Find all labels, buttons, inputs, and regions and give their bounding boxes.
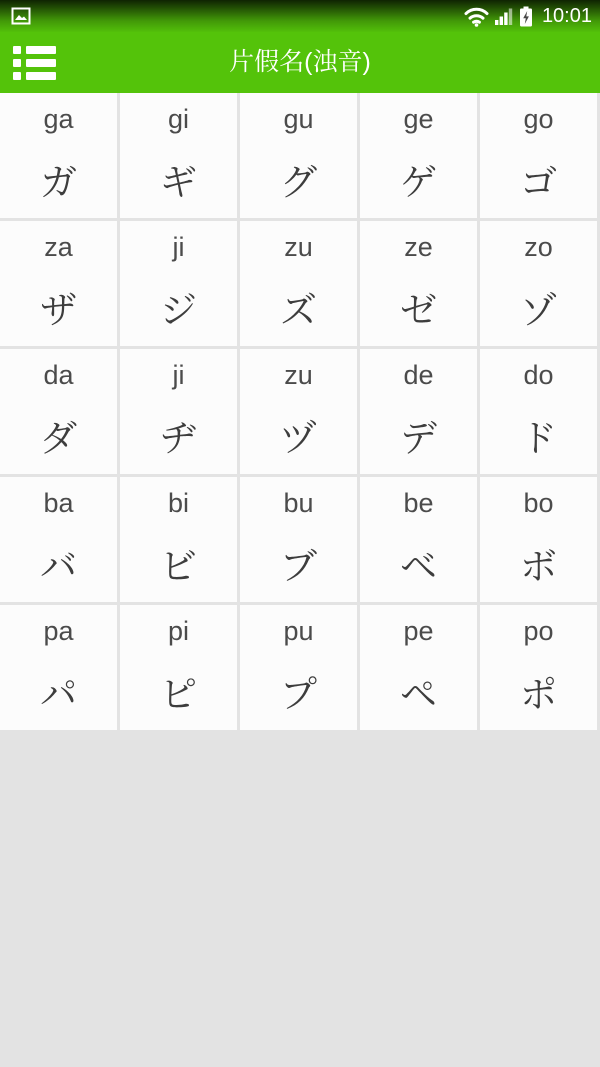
romaji-label: de <box>403 360 434 390</box>
status-bar-left <box>10 5 32 27</box>
kana-label: デ <box>400 418 437 459</box>
kana-cell-ji-2-1[interactable] <box>120 349 237 474</box>
romaji-label: pa <box>43 616 74 646</box>
kana-cell-ba-3-0[interactable] <box>0 477 117 602</box>
menu-button[interactable] <box>0 32 56 93</box>
kana-label: ヂ <box>160 418 197 459</box>
kana-label: ズ <box>280 290 317 331</box>
status-time: 10:01 <box>541 5 592 27</box>
romaji-label: gi <box>167 104 189 134</box>
kana-cell-pi-4-1[interactable] <box>120 605 237 730</box>
romaji-label: zu <box>284 232 313 262</box>
battery-charging-icon <box>519 6 533 27</box>
kana-label: ギ <box>160 162 197 203</box>
kana-label: ゴ <box>520 162 557 203</box>
kana-label: ボ <box>520 546 557 587</box>
romaji-label: be <box>403 488 434 518</box>
romaji-label: zo <box>524 232 553 262</box>
kana-cell-do-2-4[interactable] <box>480 349 597 474</box>
kana-cell-pu-4-2[interactable] <box>240 605 357 730</box>
kana-label: ダ <box>40 418 77 459</box>
empty-area <box>0 733 600 1067</box>
kana-cell-gu-0-2[interactable] <box>240 93 357 218</box>
app-bar <box>0 32 600 93</box>
kana-label: ヅ <box>280 418 317 459</box>
romaji-label: go <box>523 104 554 134</box>
kana-label: ド <box>520 418 557 459</box>
kana-label: ゼ <box>400 290 437 331</box>
kana-label: パ <box>40 674 77 715</box>
romaji-label: po <box>523 616 554 646</box>
romaji-label: bo <box>523 488 554 518</box>
kana-label: ベ <box>400 546 437 587</box>
kana-cell-zu-2-2[interactable] <box>240 349 357 474</box>
kana-cell-be-3-3[interactable] <box>360 477 477 602</box>
cell-signal-icon <box>495 6 514 26</box>
romaji-label: ji <box>172 360 185 390</box>
kana-cell-po-4-4[interactable] <box>480 605 597 730</box>
kana-label: ゾ <box>520 290 557 331</box>
kana-label: ペ <box>400 674 437 715</box>
list-menu-icon <box>13 46 56 80</box>
page-title: 片假名(浊音) <box>229 48 371 76</box>
kana-cell-ji-1-1[interactable] <box>120 221 237 346</box>
romaji-label: ze <box>404 232 433 262</box>
romaji-label: pu <box>283 616 314 646</box>
kana-label: プ <box>280 674 317 715</box>
wifi-icon <box>463 6 490 27</box>
kana-cell-ga-0-0[interactable] <box>0 93 117 218</box>
romaji-label: da <box>43 360 74 390</box>
status-bar <box>0 0 600 32</box>
kana-cell-ge-0-3[interactable] <box>360 93 477 218</box>
kana-cell-gi-0-1[interactable] <box>120 93 237 218</box>
image-notification-icon <box>10 5 32 27</box>
kana-label: ザ <box>40 290 77 331</box>
romaji-label: ba <box>43 488 74 518</box>
kana-cell-go-0-4[interactable] <box>480 93 597 218</box>
kana-cell-ze-1-3[interactable] <box>360 221 477 346</box>
kana-cell-bo-3-4[interactable] <box>480 477 597 602</box>
romaji-label: ji <box>172 232 185 262</box>
kana-cell-za-1-0[interactable] <box>0 221 117 346</box>
romaji-label: zu <box>284 360 313 390</box>
kana-cell-zu-1-2[interactable] <box>240 221 357 346</box>
kana-label: ポ <box>520 674 557 715</box>
kana-cell-pa-4-0[interactable] <box>0 605 117 730</box>
kana-cell-pe-4-3[interactable] <box>360 605 477 730</box>
romaji-label: bi <box>167 488 189 518</box>
kana-cell-bi-3-1[interactable] <box>120 477 237 602</box>
romaji-label: pi <box>167 616 189 646</box>
kana-cell-da-2-0[interactable] <box>0 349 117 474</box>
romaji-label: za <box>44 232 73 262</box>
romaji-label: ga <box>43 104 74 134</box>
kana-grid <box>0 93 600 733</box>
romaji-label: pe <box>403 616 434 646</box>
kana-cell-zo-1-4[interactable] <box>480 221 597 346</box>
top-area <box>0 0 600 93</box>
romaji-label: bu <box>283 488 314 518</box>
kana-label: ガ <box>40 162 77 203</box>
kana-cell-de-2-3[interactable] <box>360 349 477 474</box>
status-bar-right <box>463 0 592 32</box>
kana-label: グ <box>280 162 317 203</box>
kana-label: ゲ <box>400 162 437 203</box>
romaji-label: do <box>523 360 554 390</box>
kana-cell-bu-3-2[interactable] <box>240 477 357 602</box>
kana-label: ビ <box>160 546 197 587</box>
romaji-label: ge <box>403 104 434 134</box>
romaji-label: gu <box>283 104 314 134</box>
kana-label: ピ <box>160 674 197 715</box>
kana-label: ブ <box>280 546 317 587</box>
kana-label: ジ <box>160 290 197 331</box>
kana-label: バ <box>40 546 77 587</box>
